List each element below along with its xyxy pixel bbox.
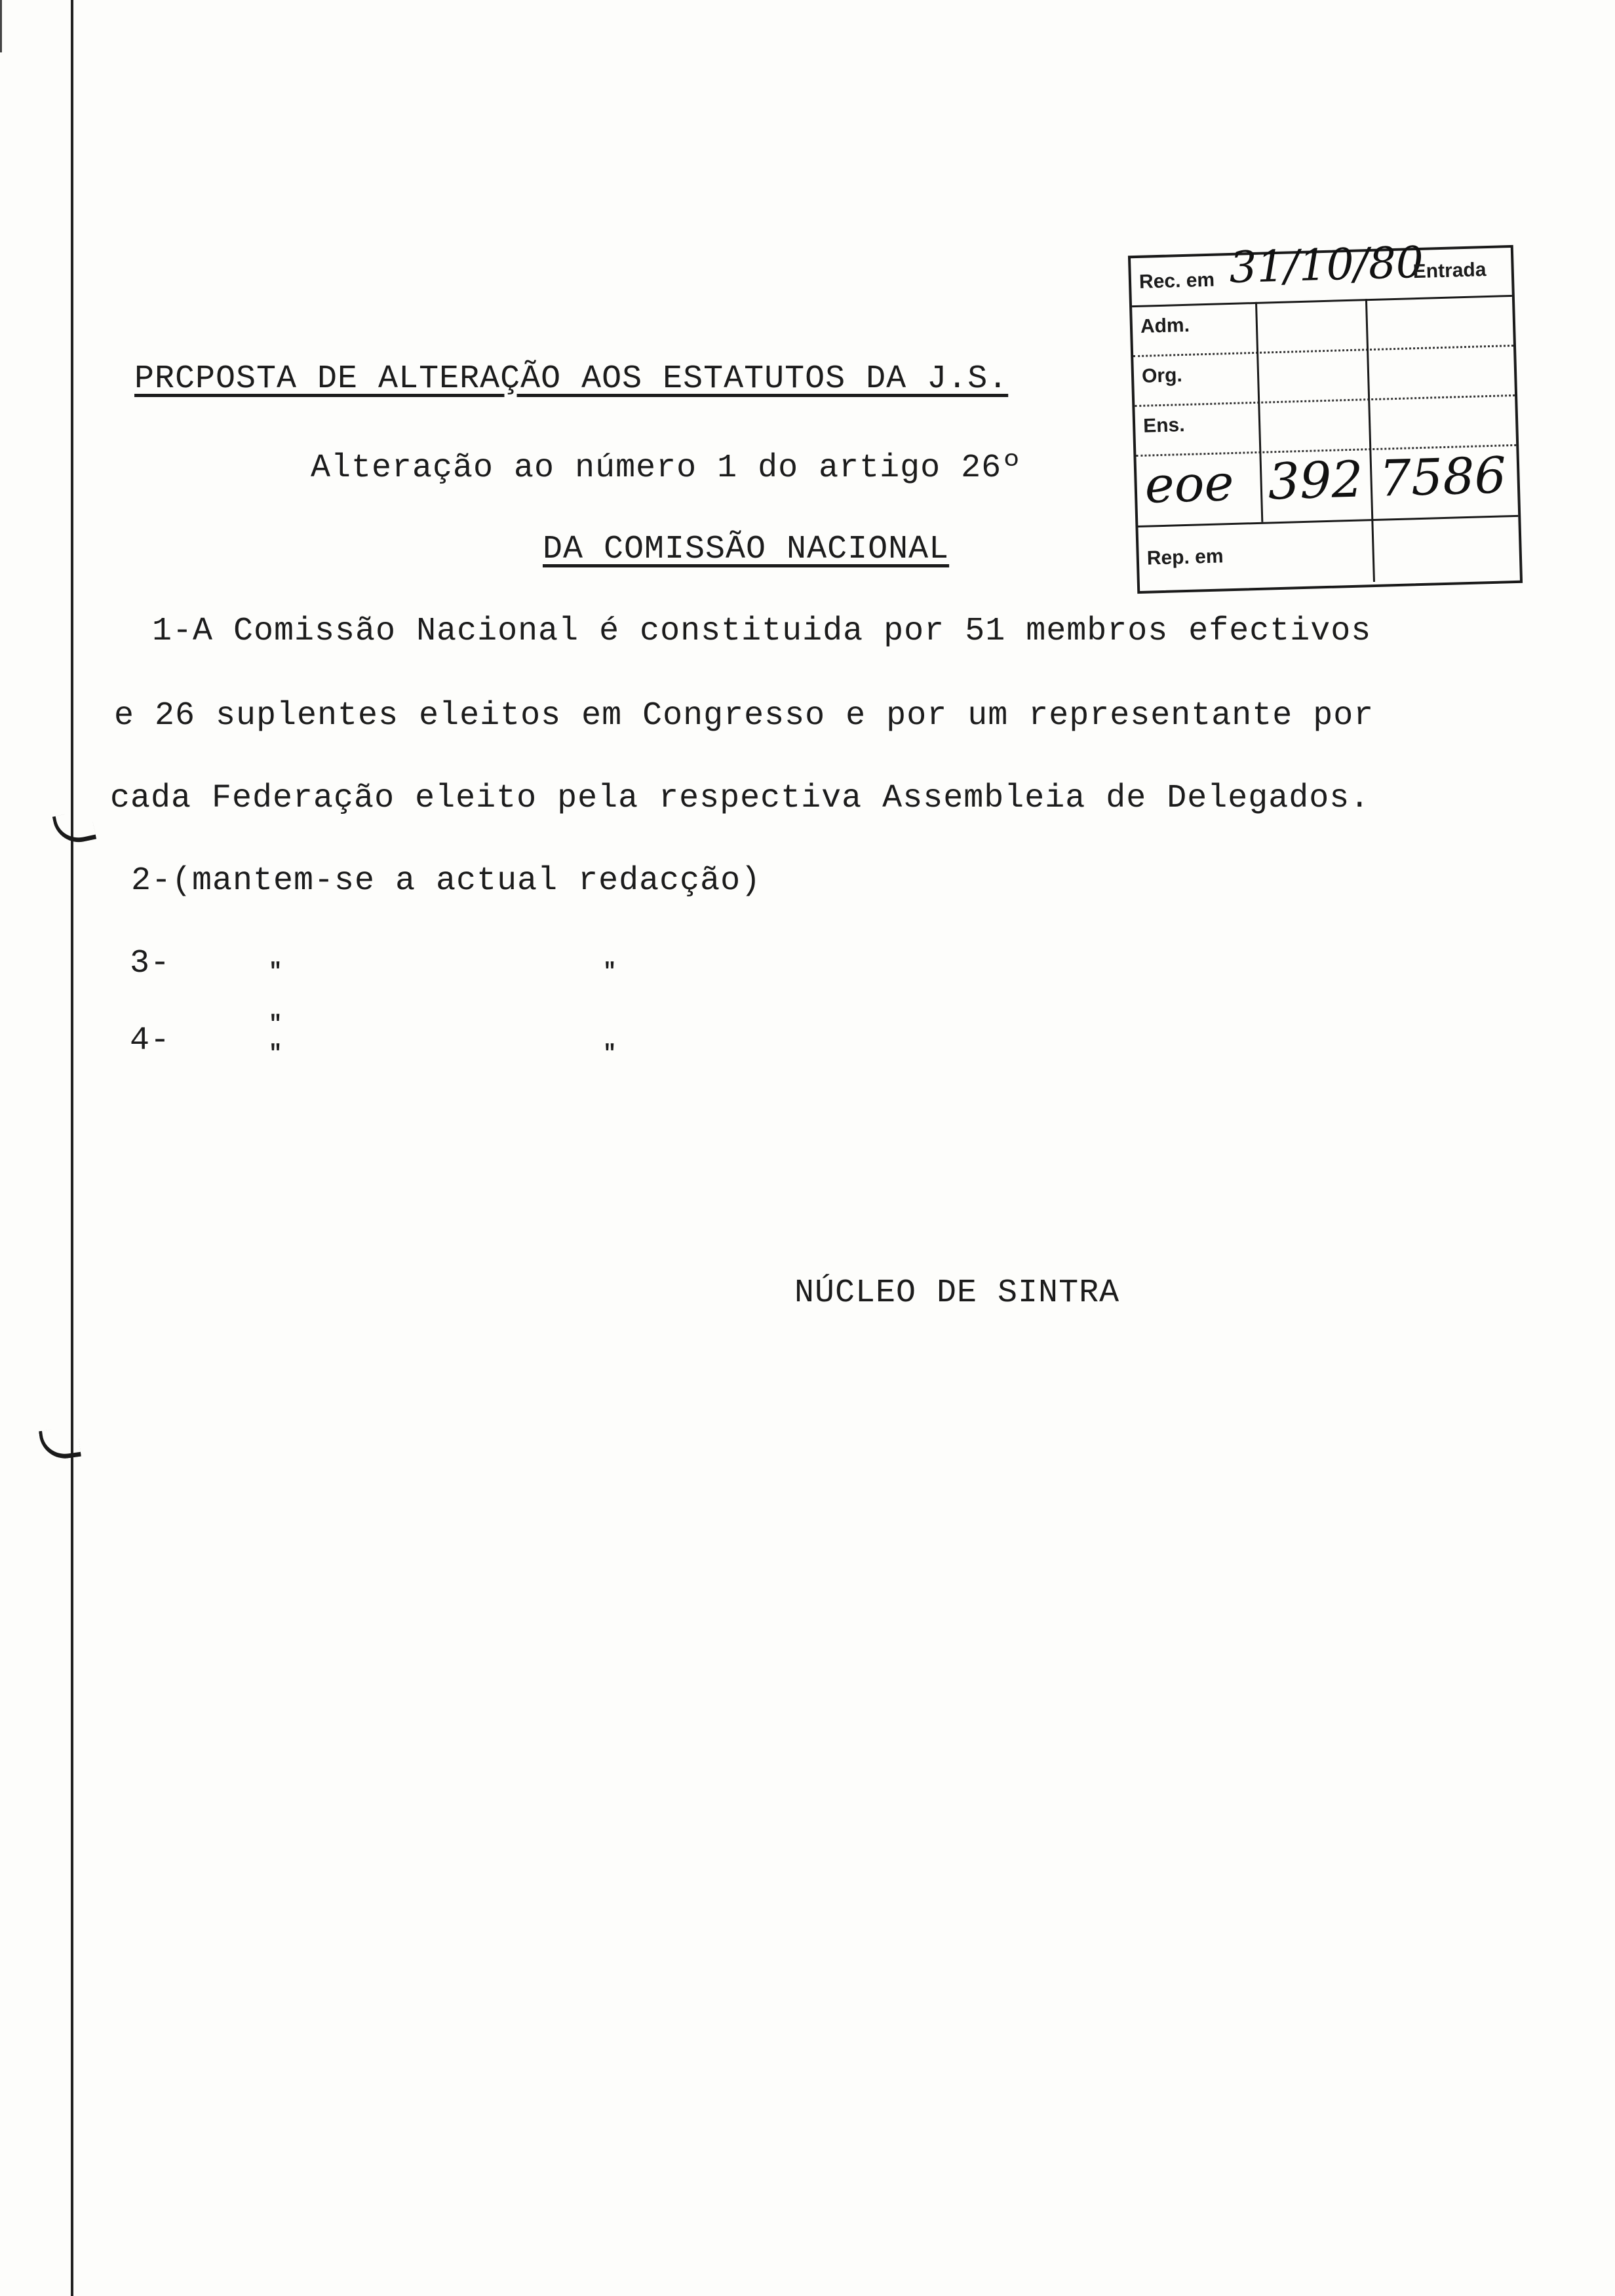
document-title: PRCPOSTA DE ALTERAÇÃO AOS ESTATUTOS DA J.S. [134, 360, 1009, 398]
stamp-ens-label: Ens. [1142, 413, 1185, 437]
stamp-entry-label: Entrada [1412, 259, 1487, 283]
stamp-received-label: Rec. em [1138, 269, 1215, 293]
ditto-mark: " [603, 1042, 617, 1067]
stamp-org-label: Org. [1141, 364, 1183, 387]
binding-margin-line [71, 0, 73, 2296]
document-subtitle: Alteração ao número 1 do artigo 26º [311, 450, 1022, 487]
stamp-handwritten-number: 392 [1267, 450, 1364, 511]
stamp-adm-label: Adm. [1140, 314, 1190, 337]
stamp-row-rep [1138, 515, 1519, 588]
corner-mark [0, 0, 2, 52]
ditto-mark: " [603, 960, 617, 985]
item-3-number: 3- [130, 945, 171, 982]
stamp-handwritten-code: eoe [1144, 453, 1235, 514]
stamp-received-date: 31/10/80 [1228, 237, 1424, 293]
stamp-row-handwritten [1136, 444, 1518, 527]
signature-nucleo: NÚCLEO DE SINTRA [794, 1274, 1120, 1312]
stamp-rep-label: Rep. em [1146, 545, 1224, 569]
ditto-mark: " [269, 1042, 282, 1067]
ditto-mark: " [269, 960, 282, 985]
punch-hole-mark [39, 1426, 81, 1462]
stamp-handwritten-number: 7586 [1378, 446, 1508, 508]
paragraph-line: e 26 suplentes eleitos em Congresso e por um representante por [114, 697, 1374, 735]
ditto-mark: " [269, 1012, 282, 1037]
item-4-number: 4- [130, 1022, 171, 1060]
section-heading: DA COMISSÃO NACIONAL [543, 531, 950, 568]
punch-hole-mark [52, 809, 96, 847]
paragraph-line: 1-A Comissão Nacional é constituida por 51 membros efectivos [152, 613, 1372, 650]
reception-stamp [1128, 237, 1523, 594]
item-2-text: 2-(mantem-se a actual redacção) [131, 862, 762, 900]
paragraph-line: cada Federação eleito pela respectiva Assembleia de Delegados. [110, 780, 1371, 817]
